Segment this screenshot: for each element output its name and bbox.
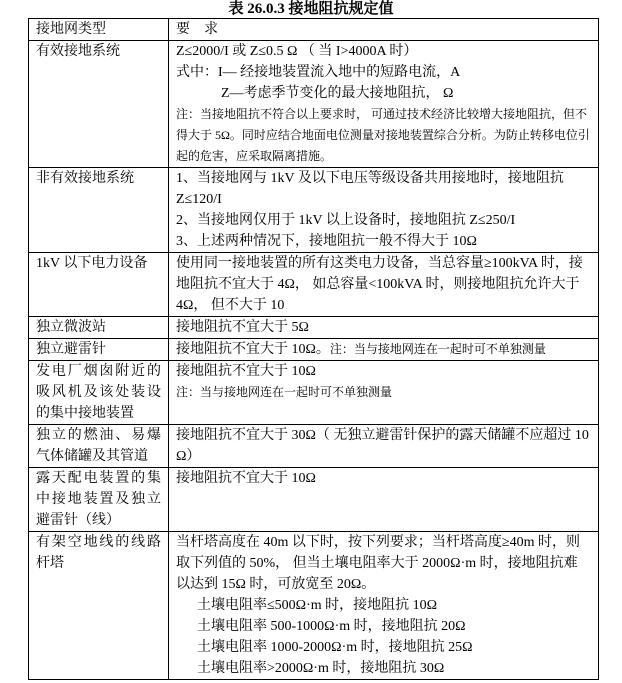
table-row [29, 168, 599, 253]
requirement-text: 2、当接地网仅用于 1kV 以上设备时，接地阻抗 Z≤250/I [176, 213, 516, 228]
category-cell: 1kV 以下电力设备 [29, 253, 169, 317]
requirement-line [176, 231, 591, 252]
requirement-text: Z≤2000/I 或 Z≤0.5 Ω （ 当 I>4000A 时） [176, 44, 418, 59]
requirement-line [176, 104, 591, 167]
requirement-text: 土壤电阻率 500-1000Ω·m 时，接地阻抗 20Ω [197, 619, 466, 634]
category-cell: 有效接地系统 [29, 41, 169, 168]
table-row [29, 361, 599, 425]
category-cell: 发电厂烟囱附近的吸风机及该处装设的集中接地装置 [29, 361, 169, 425]
requirement-text: 当杆塔高度在 40m 以下时，按下列要求；当杆塔高度≥40m 时，则取下列值的 50%， 但当土壤电阻率大于 2000Ω·m 时，接地阻抗难以达到 15Ω 时，可放宽至 20Ω。 [176, 535, 580, 592]
table-row [29, 339, 599, 361]
requirement-cell [169, 339, 599, 361]
requirement-line [176, 168, 591, 210]
header-requirement: 要 求 [169, 19, 599, 41]
requirement-cell [169, 41, 599, 168]
category-cell: 独立微波站 [29, 317, 169, 339]
requirement-text: Z—考虑季节变化的最大接地阻抗， Ω [221, 86, 454, 101]
requirement-line [176, 468, 591, 489]
requirement-line [176, 532, 591, 595]
requirement-line [176, 62, 591, 83]
requirement-text: 接地阻抗不宜大于 5Ω [176, 320, 309, 335]
requirement-text: 接地阻抗不宜大于 10Ω [176, 471, 316, 486]
requirement-line [176, 382, 591, 403]
requirement-cell [169, 253, 599, 317]
requirement-cell [169, 425, 599, 468]
requirement-text: 3、上述两种情况下，接地阻抗一般不得大于 10Ω [176, 234, 477, 249]
note-text: 注：当接地阻抗不符合以上要求时， 可通过技术经济比较增大接地阻抗，但不得大于 5Ω。同时应结合地面电位测量对接地装置综合分析。为防止转移电位引起的危害，应采取隔离措施。 [176, 107, 590, 163]
header-row [29, 19, 599, 41]
category-cell: 独立的燃油、易爆气体储罐及其管道 [29, 425, 169, 468]
requirement-cell [169, 361, 599, 425]
requirement-cell [169, 317, 599, 339]
table-row [29, 468, 599, 532]
requirement-line [176, 637, 591, 658]
category-cell: 独立避雷针 [29, 339, 169, 361]
category-cell: 有架空地线的线路杆塔 [29, 532, 169, 680]
table-row [29, 425, 599, 468]
requirement-line [176, 361, 591, 382]
table-row [29, 253, 599, 317]
requirement-text: 接地阻抗不宜大于 10Ω。 [176, 342, 330, 357]
requirement-line [176, 616, 591, 637]
requirement-text: 土壤电阻率 1000-2000Ω·m 时，接地阻抗 25Ω [197, 640, 473, 655]
note-text: 注：当与接地网连在一起时可不单独测量 [176, 385, 393, 399]
requirement-line [176, 253, 591, 316]
requirement-line [176, 595, 591, 616]
category-cell: 露天配电装置的集中接地装置及独立避雷针（线） [29, 468, 169, 532]
header-category: 接地网类型 [29, 19, 169, 41]
requirement-text: 土壤电阻率≤500Ω·m 时，接地阻抗 10Ω [197, 598, 438, 613]
table-row [29, 41, 599, 168]
requirement-line [176, 658, 591, 679]
table-row [29, 532, 599, 680]
requirement-line [176, 339, 591, 360]
category-cell: 非有效接地系统 [29, 168, 169, 253]
table-body [29, 41, 599, 680]
note-text: 注：当与接地网连在一起时可不单独测量 [329, 342, 546, 356]
requirement-line [176, 83, 591, 104]
requirement-text: 使用同一接地装置的所有这类电力设备，当总容量≥100kVA 时，接地阻抗不宜大于 4Ω， 如总容量<100kVA 时，则接地阻抗允许大于 4Ω， 但不大于 10 [176, 256, 583, 313]
requirement-line [176, 317, 591, 338]
table-title: 表 26.0.3 接地阻抗规定值 [228, 1, 394, 17]
grounding-impedance-table [28, 18, 599, 680]
requirement-text: 接地阻抗不宜大于 30Ω（ 无独立避雷针保护的露天储罐不应超过 10 Ω） [176, 428, 589, 464]
requirement-cell [169, 532, 599, 680]
requirement-text: 1、当接地网与 1kV 及以下电压等级设备共用接地时，接地阻抗 Z≤120/I [176, 171, 564, 207]
requirement-line [176, 41, 591, 62]
requirement-cell [169, 468, 599, 532]
requirement-line [176, 425, 591, 467]
requirement-text: 土壤电阻率>2000Ω·m 时，接地阻抗 30Ω [197, 661, 445, 676]
requirement-cell [169, 168, 599, 253]
table-row [29, 317, 599, 339]
requirement-text: 式中：I— 经接地装置流入地中的短路电流，A [176, 65, 461, 80]
requirement-line [176, 210, 591, 231]
requirement-text: 接地阻抗不宜大于 10Ω [176, 364, 316, 379]
